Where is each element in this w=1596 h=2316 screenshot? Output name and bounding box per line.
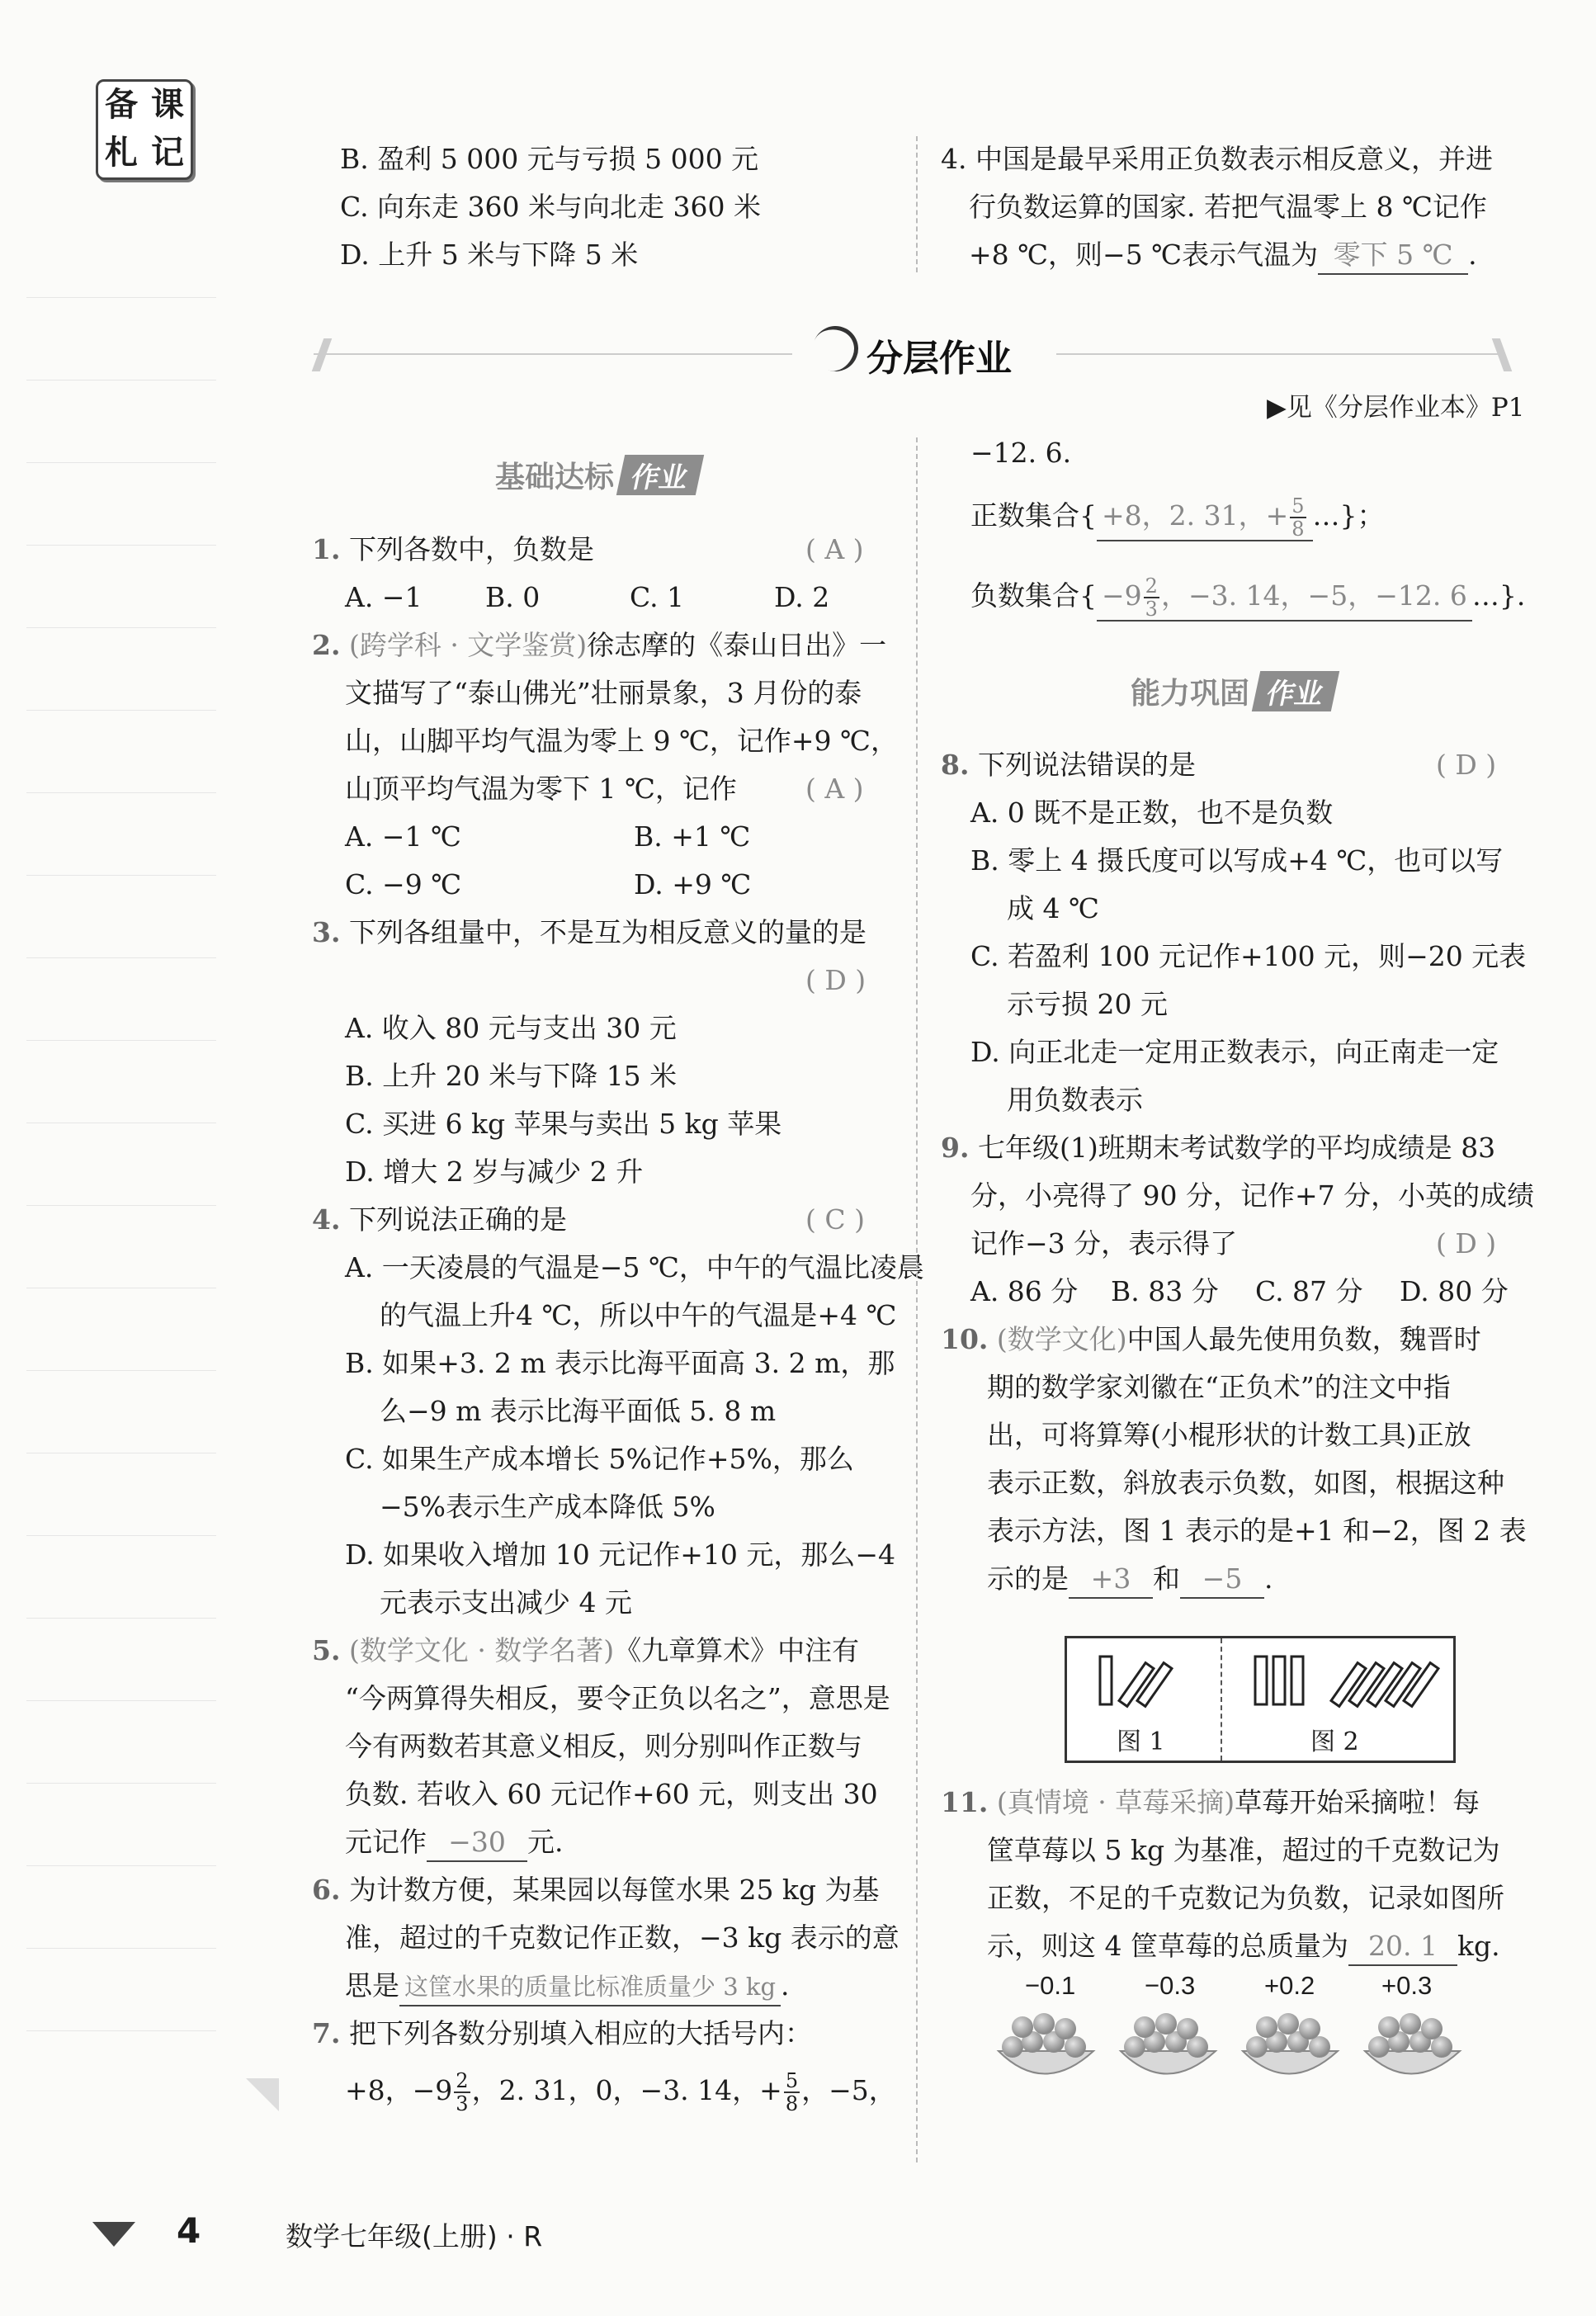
basket-value: +0.2 bbox=[1264, 1971, 1315, 2000]
option: C. 1 bbox=[630, 581, 685, 613]
set-label: 负数集合{ bbox=[970, 579, 1097, 612]
denominator: 8 bbox=[785, 2092, 799, 2115]
question-line: 分，小亮得了 90 分，记作+7 分，小英的成绩 bbox=[970, 1179, 1535, 1212]
question-2 bbox=[312, 622, 898, 669]
numerator: 5 bbox=[1291, 494, 1305, 518]
question-tag: (跨学科 · 文学鉴赏) bbox=[348, 629, 588, 661]
column-divider bbox=[916, 437, 918, 2162]
question-text: 把下列各数分别填入相应的大括号内： bbox=[348, 2017, 812, 2049]
option: D. 向正北走一定用正数表示，向正南走一定 bbox=[970, 1036, 1499, 1068]
option: A. 86 分 bbox=[970, 1275, 1079, 1307]
option: D. 增大 2 岁与减少 2 升 bbox=[345, 1156, 644, 1188]
question-line: 正数，不足的千克数记为负数，记录如图所 bbox=[987, 1882, 1504, 1914]
option: D. 2 bbox=[774, 581, 830, 613]
answer-choice: ( A ) bbox=[805, 533, 864, 565]
banner-rule-right bbox=[1056, 353, 1502, 355]
left-column bbox=[312, 526, 924, 2124]
number-list: ，−5， bbox=[801, 2074, 896, 2106]
question-line: 山，山脚平均气温为零上 9 ℃，记作+9 ℃， bbox=[345, 725, 898, 757]
negative-set bbox=[941, 555, 1535, 637]
question-7 bbox=[312, 2010, 898, 2058]
option: C. 如果生产成本增长 5%记作+5%，那么 bbox=[345, 1443, 854, 1475]
conjunction: 和 bbox=[1153, 1562, 1180, 1595]
question-2-options bbox=[312, 861, 898, 909]
option-cont: 示亏损 20 元 bbox=[1007, 988, 1168, 1020]
question-number: 11. bbox=[941, 1786, 989, 1818]
option: C. 买进 6 kg 苹果与卖出 5 kg 苹果 bbox=[345, 1108, 782, 1140]
punct: . bbox=[781, 1969, 790, 2002]
punct: 元. bbox=[527, 1826, 564, 1858]
option: A. −1 ℃ bbox=[345, 820, 461, 853]
question-tag: (真情境 · 草莓采摘) bbox=[996, 1786, 1235, 1818]
answer-blank: −5 bbox=[1180, 1561, 1264, 1599]
question-number: 9. bbox=[941, 1132, 970, 1164]
question-9-options bbox=[941, 1268, 1535, 1316]
question-text: 草莓开始采摘啦！每 bbox=[1235, 1786, 1480, 1818]
fraction bbox=[784, 2070, 800, 2115]
answer-blank: −30 bbox=[427, 1824, 527, 1862]
question-text: 《九章算术》中注有 bbox=[614, 1634, 860, 1666]
question-text: 中国人最先使用负数，魏晋时 bbox=[1126, 1323, 1481, 1355]
banner-slash-left bbox=[312, 338, 333, 371]
logo-char: 札 bbox=[105, 134, 138, 172]
set-close: …}； bbox=[1312, 499, 1385, 532]
question-number: 5. bbox=[312, 1634, 341, 1666]
option-b: B. 盈利 5 000 元与亏损 5 000 元 bbox=[340, 143, 759, 175]
positive-set bbox=[941, 477, 1535, 555]
question-11 bbox=[941, 1779, 1535, 1970]
question-text: 示的是 bbox=[987, 1562, 1069, 1595]
question-line: 期的数学家刘徽在“正负术”的注文中指 bbox=[987, 1371, 1451, 1403]
punct: . bbox=[1468, 239, 1477, 271]
answer-choice: ( D ) bbox=[1436, 749, 1497, 781]
banner-swoosh-icon bbox=[806, 319, 864, 377]
numerator: 2 bbox=[456, 2069, 469, 2092]
question-text: 下列说法错误的是 bbox=[977, 749, 1196, 781]
fraction bbox=[1144, 575, 1159, 620]
basket-value: −0.1 bbox=[1025, 1971, 1076, 2000]
option: C. 若盈利 100 元记作+100 元，则−20 元表 bbox=[970, 940, 1527, 972]
corner-decoration bbox=[246, 2078, 279, 2111]
figure-2-caption: 图 2 bbox=[1310, 1728, 1359, 1756]
counting-rods-figure bbox=[1065, 1636, 1456, 1763]
numerator: 2 bbox=[1145, 574, 1158, 598]
question-1 bbox=[312, 526, 898, 574]
answer-blank: 20. 1 bbox=[1348, 1928, 1457, 1966]
question-11-line bbox=[941, 1779, 1535, 1827]
question-4 bbox=[312, 1196, 898, 1244]
option-cont: 的气温上升4 ℃，所以中午的气温是+4 ℃ bbox=[380, 1299, 897, 1331]
ability-section-badge: 作业 bbox=[1252, 671, 1339, 711]
option-d: D. 上升 5 米与下降 5 米 bbox=[340, 239, 639, 271]
answer-blank bbox=[1097, 495, 1313, 541]
banner-slash-right bbox=[1492, 338, 1513, 371]
option: A. 0 既不是正数，也不是负数 bbox=[970, 796, 1334, 829]
answer-blank: +3 bbox=[1069, 1561, 1153, 1599]
option: D. 80 分 bbox=[1400, 1275, 1509, 1307]
option: B. 0 bbox=[485, 581, 541, 613]
question-number: 7. bbox=[312, 2017, 341, 2049]
answer-choice: ( D ) bbox=[805, 964, 866, 996]
ability-section-label: 能力巩固 bbox=[1131, 677, 1250, 711]
option: D. 如果收入增加 10 元记作+10 元，那么−4 bbox=[345, 1538, 896, 1571]
top-left-options bbox=[340, 135, 761, 279]
fraction bbox=[1290, 495, 1306, 540]
homework-book-ref: ▶见《分层作业本》P1 bbox=[1267, 393, 1525, 423]
option: D. +9 ℃ bbox=[634, 868, 752, 900]
question-7-numbers bbox=[312, 2058, 898, 2124]
right-column-lower bbox=[941, 741, 1535, 1603]
question-6 bbox=[312, 1866, 898, 1914]
answer-choice: ( C ) bbox=[805, 1203, 865, 1236]
figure-1-caption: 图 1 bbox=[1117, 1728, 1165, 1756]
question-number: 10. bbox=[941, 1323, 989, 1355]
answer-choice: ( A ) bbox=[805, 773, 864, 805]
fraction bbox=[454, 2070, 470, 2115]
option: B. +1 ℃ bbox=[634, 820, 751, 853]
question-line: 行负数运算的国家. 若把气温零上 8 ℃记作 bbox=[969, 191, 1487, 223]
basket-value: −0.3 bbox=[1145, 1971, 1196, 2000]
punct: kg. bbox=[1457, 1930, 1500, 1962]
question-line: −12. 6. bbox=[970, 437, 1072, 469]
page-number: 4 bbox=[177, 2210, 201, 2251]
question-9 bbox=[941, 1124, 1535, 1172]
basic-section-header bbox=[495, 454, 700, 496]
question-number: 1. bbox=[312, 533, 341, 565]
option: C. 87 分 bbox=[1255, 1275, 1363, 1307]
question-line bbox=[312, 1962, 898, 2010]
right-column bbox=[941, 429, 1535, 637]
question-text: 示，则这 4 筐草莓的总质量为 bbox=[987, 1930, 1348, 1962]
option-cont: 成 4 ℃ bbox=[1007, 892, 1099, 924]
question-text: 下列说法正确的是 bbox=[348, 1203, 567, 1236]
option-cont: 元表示支出减少 4 元 bbox=[380, 1586, 632, 1619]
question-3 bbox=[312, 909, 898, 957]
logo-char: 记 bbox=[151, 134, 184, 172]
strawberry-baskets-icon bbox=[994, 2006, 1523, 2105]
footer-arrow-icon bbox=[92, 2222, 135, 2247]
option: B. 83 分 bbox=[1111, 1275, 1219, 1307]
question-line: 4. 中国是最早采用正负数表示相反意义，并进 bbox=[941, 143, 1493, 175]
question-text: 记作−3 分，表示得了 bbox=[970, 1227, 1238, 1260]
question-number: 2. bbox=[312, 629, 341, 661]
answer-blank bbox=[1097, 575, 1472, 622]
question-1-options bbox=[312, 574, 898, 622]
question-line bbox=[312, 1818, 898, 1866]
question-text: 思是 bbox=[345, 1969, 399, 2002]
question-line bbox=[312, 765, 898, 813]
question-8 bbox=[941, 741, 1535, 789]
question-text: 七年级(1)班期末考试数学的平均成绩是 83 bbox=[977, 1132, 1496, 1164]
question-line bbox=[941, 1922, 1535, 1970]
answer-choice: ( D ) bbox=[1436, 1227, 1497, 1260]
question-line: 表示方法，图 1 表示的是+1 和−2，图 2 表 bbox=[987, 1515, 1527, 1547]
question-2-options bbox=[312, 813, 898, 861]
set-answer: −9 bbox=[1102, 579, 1142, 612]
question-line: 出，可将算筹(小棍形状的计数工具)正放 bbox=[987, 1419, 1471, 1451]
option: C. −9 ℃ bbox=[345, 868, 462, 900]
punct: . bbox=[1264, 1562, 1273, 1595]
option: B. 上升 20 米与下降 15 米 bbox=[345, 1060, 678, 1092]
question-line: “今两算得失相反，要令正负以名之”，意思是 bbox=[345, 1682, 890, 1714]
question-text: +8 ℃，则−5 ℃表示气温为 bbox=[969, 239, 1319, 271]
number-list: ，2. 31，0，−3. 14，+ bbox=[471, 2074, 782, 2106]
option: A. 一天凌晨的气温是−5 ℃，中午的气温比凌晨 bbox=[345, 1251, 924, 1283]
question-tag: (数学文化 · 数学名著) bbox=[348, 1634, 615, 1666]
denominator: 3 bbox=[1145, 598, 1158, 621]
question-text: 山顶平均气温为零下 1 ℃，记作 bbox=[345, 773, 737, 805]
option-c: C. 向东走 360 米与向北走 360 米 bbox=[340, 191, 761, 223]
option: A. −1 bbox=[345, 581, 423, 613]
answer-blank: 这筐水果的质量比标准质量少 3 kg bbox=[399, 1969, 781, 2006]
question-number: 8. bbox=[941, 749, 970, 781]
numerator: 5 bbox=[785, 2069, 799, 2092]
question-line: 准，超过的千克数记作正数，−3 kg 表示的意 bbox=[345, 1921, 900, 1954]
question-text: 元记作 bbox=[345, 1826, 427, 1858]
set-close: …}. bbox=[1471, 579, 1526, 612]
column-divider-top bbox=[916, 136, 918, 272]
question-text: 下列各组量中，不是互为相反意义的量的是 bbox=[348, 916, 866, 948]
denominator: 3 bbox=[456, 2092, 469, 2115]
logo-char: 课 bbox=[151, 86, 184, 124]
question-line: 今有两数若其意义相反，则分别叫作正数与 bbox=[345, 1730, 862, 1762]
question-3-answer-row bbox=[312, 957, 898, 1004]
answer-blank: 零下 5 ℃ bbox=[1318, 237, 1468, 275]
question-line: 表示正数，斜放表示负数，如图，根据这种 bbox=[987, 1467, 1504, 1499]
ability-section-header bbox=[1131, 670, 1335, 712]
question-tag: (数学文化) bbox=[996, 1323, 1127, 1355]
basic-section-label: 基础达标 bbox=[495, 461, 615, 494]
option: B. 如果+3. 2 m 表示比海平面高 3. 2 m，那 bbox=[345, 1347, 895, 1379]
option: A. 收入 80 元与支出 30 元 bbox=[345, 1012, 677, 1044]
basket-value: +0.3 bbox=[1381, 1971, 1433, 2000]
question-line: 文描写了“泰山佛光”壮丽景象，3 月份的泰 bbox=[345, 677, 862, 709]
option: B. 零上 4 摄氏度可以写成+4 ℃，也可以写 bbox=[970, 844, 1504, 877]
question-number: 6. bbox=[312, 1874, 341, 1906]
top-question-4 bbox=[941, 135, 1493, 279]
option-cont: −5%表示生产成本降低 5% bbox=[380, 1491, 715, 1523]
option-cont: 用负数表示 bbox=[1007, 1084, 1143, 1116]
question-line bbox=[941, 1555, 1535, 1603]
option-cont: 么−9 m 表示比海平面低 5. 8 m bbox=[380, 1395, 777, 1427]
question-number: 3. bbox=[312, 916, 341, 948]
banner-rule-left bbox=[314, 353, 792, 355]
notes-logo bbox=[96, 79, 193, 180]
question-10 bbox=[941, 1316, 1535, 1364]
question-number: 4. bbox=[312, 1203, 341, 1236]
denominator: 8 bbox=[1291, 518, 1305, 541]
book-title: 数学七年级(上册) · R bbox=[286, 2220, 543, 2252]
logo-char: 备 bbox=[105, 86, 138, 124]
section-banner-title: 分层作业 bbox=[866, 338, 1012, 380]
question-text: 为计数方便，某果园以每筐水果 25 kg 为基 bbox=[348, 1874, 880, 1906]
number-list: +8，−9 bbox=[345, 2074, 453, 2106]
question-line bbox=[941, 231, 1493, 279]
set-label: 正数集合{ bbox=[970, 499, 1097, 532]
basic-section-badge: 作业 bbox=[616, 455, 704, 495]
set-answer: ，−3. 14，−5，−12. 6 bbox=[1160, 579, 1467, 612]
question-5 bbox=[312, 1627, 898, 1675]
question-line bbox=[941, 1220, 1535, 1268]
question-line: 筐草莓以 5 kg 为基准，超过的千克数记为 bbox=[987, 1834, 1500, 1866]
set-answer: +8，2. 31，+ bbox=[1102, 499, 1289, 532]
question-text: 徐志摩的《泰山日出》一 bbox=[587, 629, 887, 661]
question-text: 下列各数中，负数是 bbox=[348, 533, 594, 565]
question-line: 负数. 若收入 60 元记作+60 元，则支出 30 bbox=[345, 1778, 878, 1810]
